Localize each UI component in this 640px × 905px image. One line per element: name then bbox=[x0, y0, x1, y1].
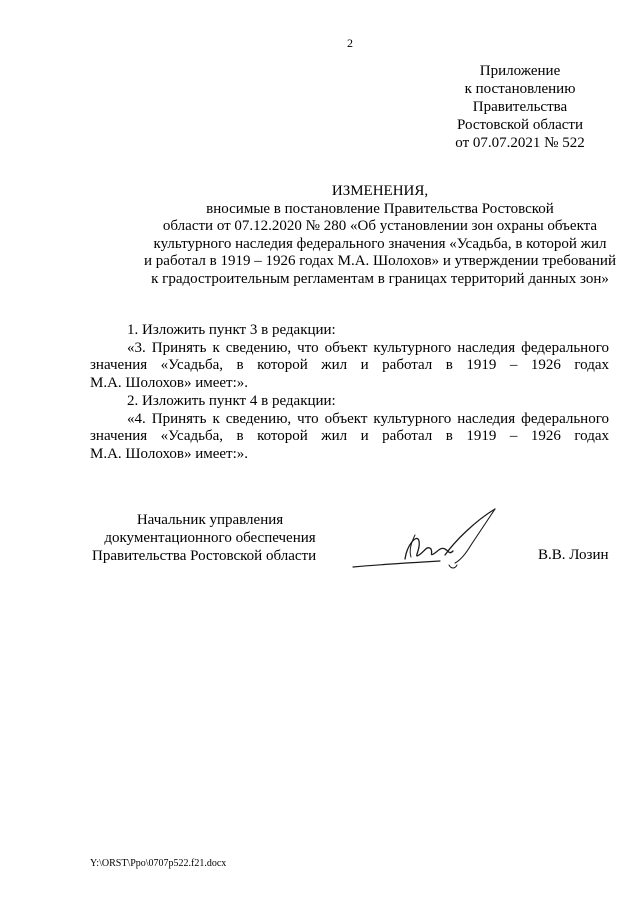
item-1-text-line: «3. Принять к сведению, что объект культурного наследия федерального bbox=[127, 339, 609, 356]
title-line: вносимые в постановление Правительства Ростовской bbox=[206, 200, 554, 217]
signatory-position-line: Правительства Ростовской области bbox=[92, 548, 317, 564]
document-body bbox=[90, 322, 609, 464]
title-line: области от 07.12.2020 № 280 «Об установлении зон охраны объекта bbox=[162, 218, 598, 234]
signatory-name: В.В. Лозин bbox=[538, 547, 609, 563]
appendix-line: к постановлению bbox=[464, 81, 576, 97]
signatory-position-line: Начальник управления bbox=[136, 512, 284, 528]
item-2-intro: 2. Изложить пункт 4 в редакции: bbox=[127, 392, 336, 409]
appendix-date-number: от 07.07.2021 № 522 bbox=[455, 135, 585, 151]
document-title bbox=[60, 183, 640, 288]
item-2-text-line: значения «Усадьба, в которой жил и работал в 1919 – 1926 годах bbox=[90, 428, 609, 445]
signatory-position bbox=[90, 511, 330, 565]
item-2-text-line: М.А. Шолохов» имеет:». bbox=[90, 445, 249, 462]
appendix-line: Правительства bbox=[472, 99, 568, 115]
appendix-line: Ростовской области bbox=[457, 117, 583, 133]
appendix-line: Приложение bbox=[479, 63, 561, 79]
page-number: 2 bbox=[347, 36, 353, 50]
item-1-text-line: значения «Усадьба, в которой жил и работал в 1919 – 1926 годах bbox=[90, 357, 609, 374]
title-heading: ИЗМЕНЕНИЯ, bbox=[331, 183, 429, 199]
appendix-block bbox=[440, 62, 600, 152]
item-1-intro: 1. Изложить пункт 3 в редакции: bbox=[127, 322, 336, 338]
title-line: культурного наследия федерального значения «Усадьба, в которой жил bbox=[153, 235, 607, 252]
title-line: к градостроительным регламентам в границах территорий данных зон» bbox=[151, 270, 609, 287]
title-line: и работал в 1919 – 1926 годах М.А. Шолохов» и утверждении требований bbox=[144, 253, 616, 269]
item-2-text-line: «4. Принять к сведению, что объект культурного наследия федерального bbox=[127, 410, 609, 427]
signatory-position-line: документационного обеспечения bbox=[104, 530, 316, 546]
file-path-footer: Y:\ORST\Ppo\0707p522.f21.docx bbox=[90, 858, 227, 869]
handwritten-signature bbox=[345, 505, 505, 585]
item-1-text-line: М.А. Шолохов» имеет:». bbox=[90, 375, 249, 392]
